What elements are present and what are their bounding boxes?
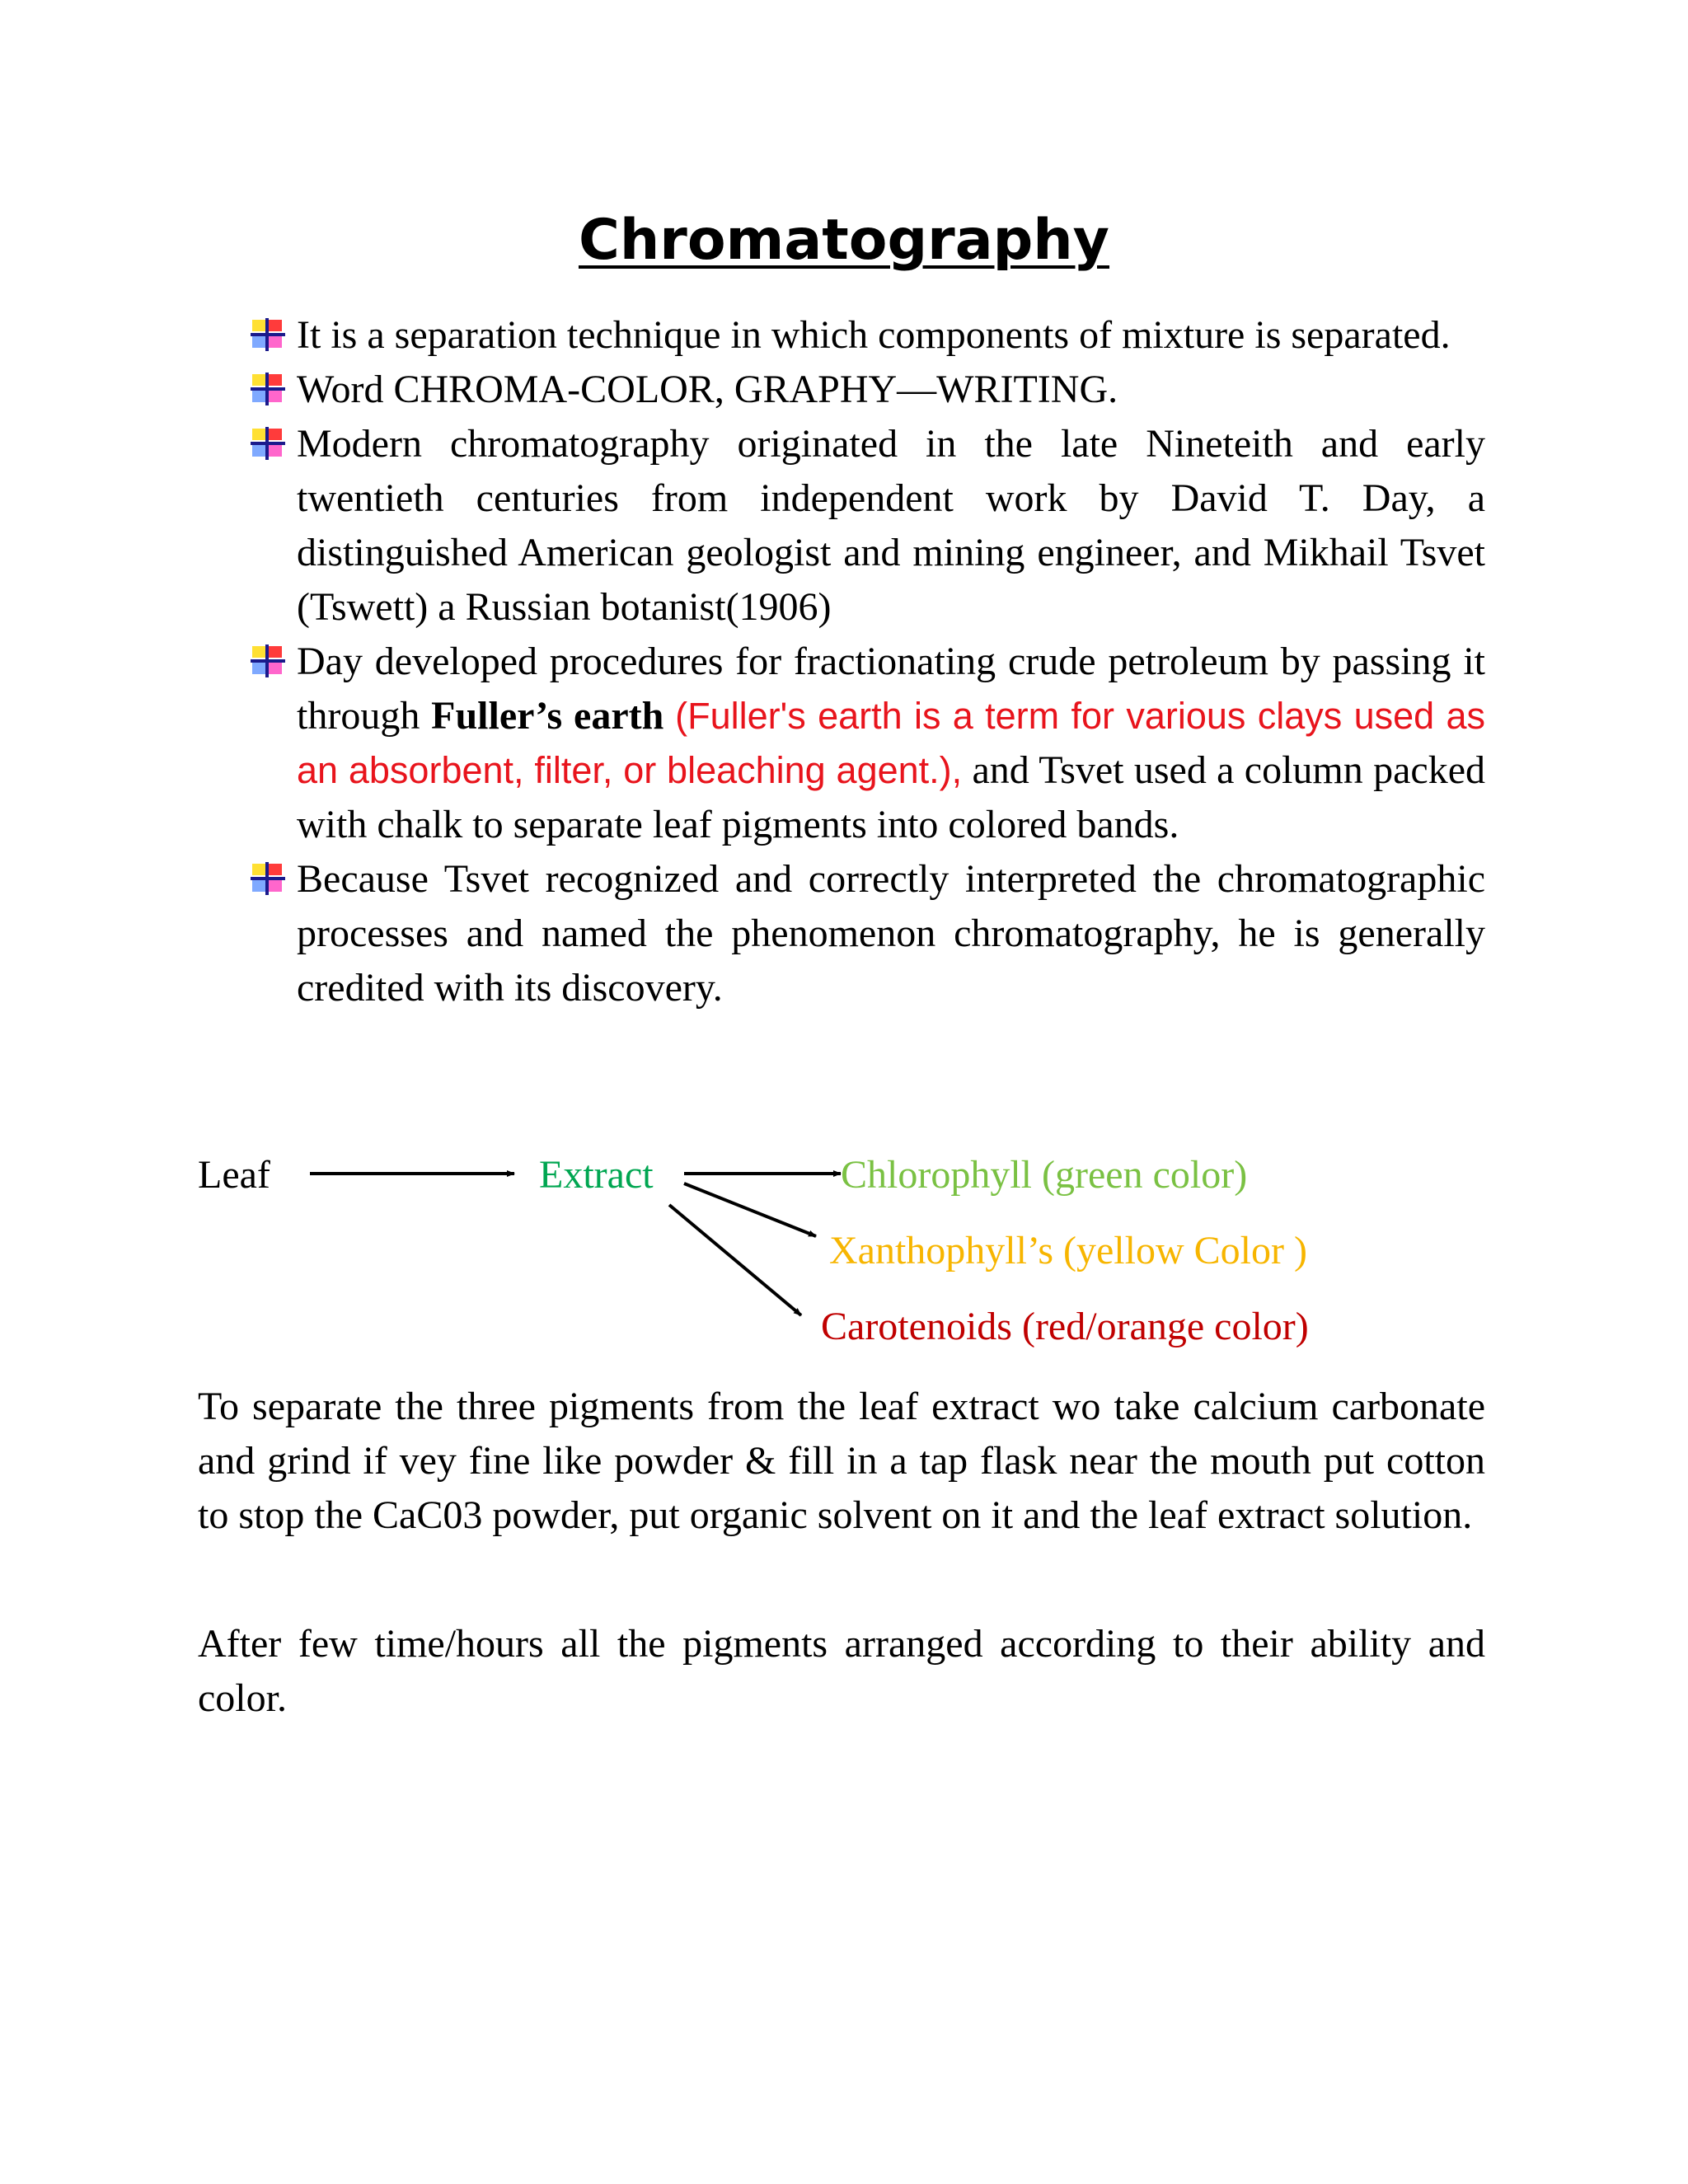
bullet-text: It is a separation technique in which components of mixture is separated. — [297, 313, 1451, 357]
bullet-text: Because Tsvet recognized and correctly interpreted the chromatographic processes and named the phenomenon chromatography, he is generally credited with its discovery. — [297, 857, 1485, 1010]
bullet-icon — [249, 643, 287, 681]
bullet-item-definition — [249, 308, 1485, 363]
bullet-text: Modern chromatography originated in the late Nineteith and early twentieth centuries from independent work by David T. Day, a distinguished American geologist and mining engineer, and Mikhail Tsvet (Tswett) a Russian botanist(1906) — [297, 422, 1485, 629]
bullet-icon — [249, 860, 287, 898]
bullet-item-discovery — [249, 852, 1485, 1015]
separation-paragraph: To separate the three pigments from the leaf extract wo take calcium carbonate and grind if vey fine like powder & fill in a tap flask near the mouth put cotton to stop the CaC03 powder, put organic solvent on it and the leaf extract solution. — [198, 1385, 1485, 1537]
bullet-list — [249, 308, 1485, 1015]
flow-extract: Extract — [539, 1153, 654, 1197]
bullet-item-word-origin — [249, 363, 1485, 417]
bullet-icon — [249, 425, 287, 463]
flow-carotenoids: Carotenoids (red/orange color) — [821, 1305, 1309, 1348]
flow-leaf: Leaf — [198, 1153, 270, 1197]
flow-chlorophyll: Chlorophyll (green color) — [841, 1153, 1248, 1197]
page-title-text: Chromatography — [578, 208, 1110, 273]
bullet-item-history — [249, 417, 1485, 635]
fullers-earth-note: (Fuller's earth is a term for various clays used as an absorbent, filter, or bleaching agent.), — [297, 695, 1485, 791]
bullet-text: Day developed procedures for fractionating crude petroleum by passing it through — [297, 640, 1485, 738]
page-title — [0, 208, 1688, 274]
bullet-text-continued: and Tsvet used a column packed with chalk to separate leaf pigments into colored bands. — [297, 748, 1485, 846]
arrow-extract-to-xanthophyll — [684, 1183, 816, 1236]
bullet-text: Word CHROMA-COLOR, GRAPHY—WRITING. — [297, 368, 1118, 411]
bullet-item-fullers-earth — [249, 635, 1485, 852]
bullet-icon — [249, 371, 287, 409]
result-paragraph: After few time/hours all the pigments arranged according to their ability and color. — [198, 1622, 1485, 1720]
bullet-icon — [249, 316, 287, 354]
arrow-extract-to-carotenoids — [669, 1205, 801, 1315]
bullet-bold-term: Fuller’s earth — [431, 694, 664, 738]
flow-xanthophyll: Xanthophyll’s (yellow Color ) — [829, 1229, 1307, 1272]
